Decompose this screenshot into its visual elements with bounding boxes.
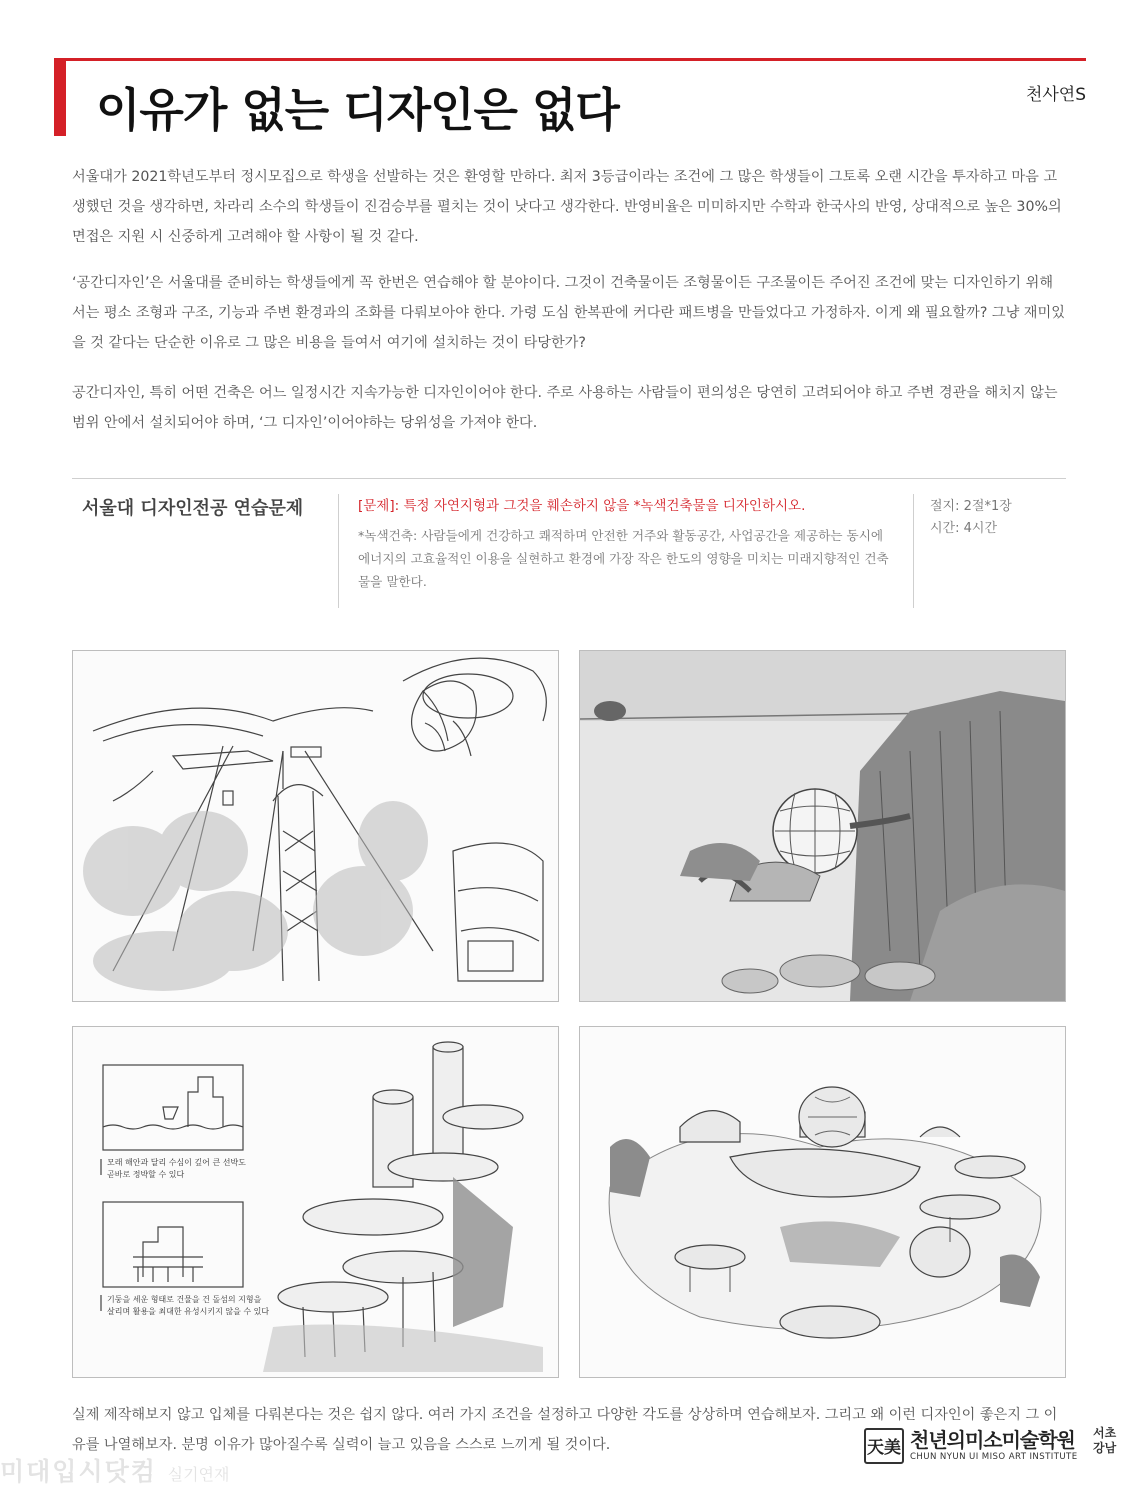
exercise-meta [930,496,1012,540]
lagoon-domes-sketch [580,1027,1065,1377]
exercise-title: 서울대 디자인전공 연습문제 [82,498,304,519]
exercise-definition: *녹색건축: 사람들에게 건강하고 쾌적하며 안전한 거주와 활동공간, 사업공간을 제공하는 동시에 에너지의 고효율적인 이용을 실현하고 환경에 가장 작은 한도의 영향을 미치는 미래지향적인 건축물을 말한다. [358,528,889,589]
diagram-note-1-line-2: 곧바로 정박할 수 있다 [107,1170,185,1179]
page-title: 이유가 없는 디자인은 없다 [96,83,619,137]
watermark [0,1452,229,1488]
watermark-text: 미대입시닷컴 [0,1457,157,1486]
exercise-problem: [문제]: 특정 자연지형과 그것을 훼손하지 않을 *녹색건축물을 디자인하시오. [358,498,806,514]
closing-paragraph: 실제 제작해보지 않고 입체를 다뤄본다는 것은 쉽지 않다. 여러 가지 조건을 설정하고 다양한 각도를 상상하며 연습해보자. 그리고 왜 이런 디자인이 좋은지 그 이유를 나열해보자. 분명 이유가 많아질수록 실력이 늘고 있음을 스스로 느끼게 될 것이다. [72,1407,1058,1453]
academy-branch: 서초강남 [1093,1426,1117,1455]
drawing-tiered-platforms [72,1026,559,1378]
top-accent-rule [54,58,1086,61]
exercise-divider-right [913,494,914,608]
intro-paragraph-1: 서울대가 2021학년도부터 정시모집으로 학생을 선발하는 것은 환영할 만하다. 최저 3등급이라는 조건에 그 많은 학생들이 그토록 오랜 시간을 투자하고 마음 고생했던 것을 생각하면, 차라리 소수의 학생들이 진검승부를 펼치는 것이 낫다고 생각한다. 반영비율은 미미하지만 수학과 한국사의 반영, 상대적으로 높은 30%의 면접은 지원 시 신중하게 고려해야 할 사항이 될 것 같다. [72,169,1062,245]
academy-logo-mark: 天美 [864,1428,904,1464]
title-accent-bar [54,58,66,136]
diagram-note-2-line-1: 기둥을 세운 형태로 건물을 건 돌섬의 지형을 [107,1295,262,1304]
drawing-coastal-dome [579,650,1066,1002]
tiered-platforms-sketch [73,1027,558,1377]
academy-name-en: CHUN NYUN UI MISO ART INSTITUTE [910,1452,1078,1462]
academy-name: 천년의미소미술학원 [910,1428,1075,1452]
section-divider [72,478,1066,479]
drawing-lagoon-domes [579,1026,1066,1378]
watermark-subtext: 실기연재 [167,1465,230,1484]
diagram-note-2-line-2: 살리며 활용을 최대한 유성시키지 않을 수 있다 [107,1307,270,1316]
author-name: 천사연S [1025,85,1086,105]
coastal-dome-sketch [580,651,1065,1001]
academy-logo [864,1424,1124,1474]
time-limit: 시간: 4시간 [930,521,998,536]
intro-paragraph-3: 공간디자인, 특히 어떤 건축은 어느 일정시간 지속가능한 디자인이어야 한다. 주로 사용하는 사람들이 편의성은 당연히 고려되어야 하고 주변 경관을 해치지 않는 범위 안에서 설치되어야 하며, ‘그 디자인’이어야하는 당위성을 가져야 한다. [72,385,1058,431]
intro-paragraph-2: ‘공간디자인’은 서울대를 준비하는 학생들에게 꼭 한번은 연습해야 할 분야이다. 그것이 건축물이든 조형물이든 구조물이든 주어진 조건에 맞는 디자인하기 위해서는 평소 조형과 구조, 기능과 주변 환경과의 조화를 다뤄보아야 한다. 가령 도심 한복판에 커다란 패트병을 만들었다고 가정하자. 이게 왜 필요할까? 그냥 재미있을 것 같다는 단순한 이유로 그 많은 비용을 들여서 여기에 설치하는 것이 타당한가? [72,275,1065,351]
tower-cablecar-sketch [73,651,558,1001]
paper-size: 절지: 2절*1장 [930,499,1012,514]
drawing-tower-cablecar [72,650,559,1002]
exercise-divider-left [338,494,339,608]
diagram-note-1-line-1: 모래 해안과 달리 수심이 깊어 큰 선박도 [107,1158,246,1167]
